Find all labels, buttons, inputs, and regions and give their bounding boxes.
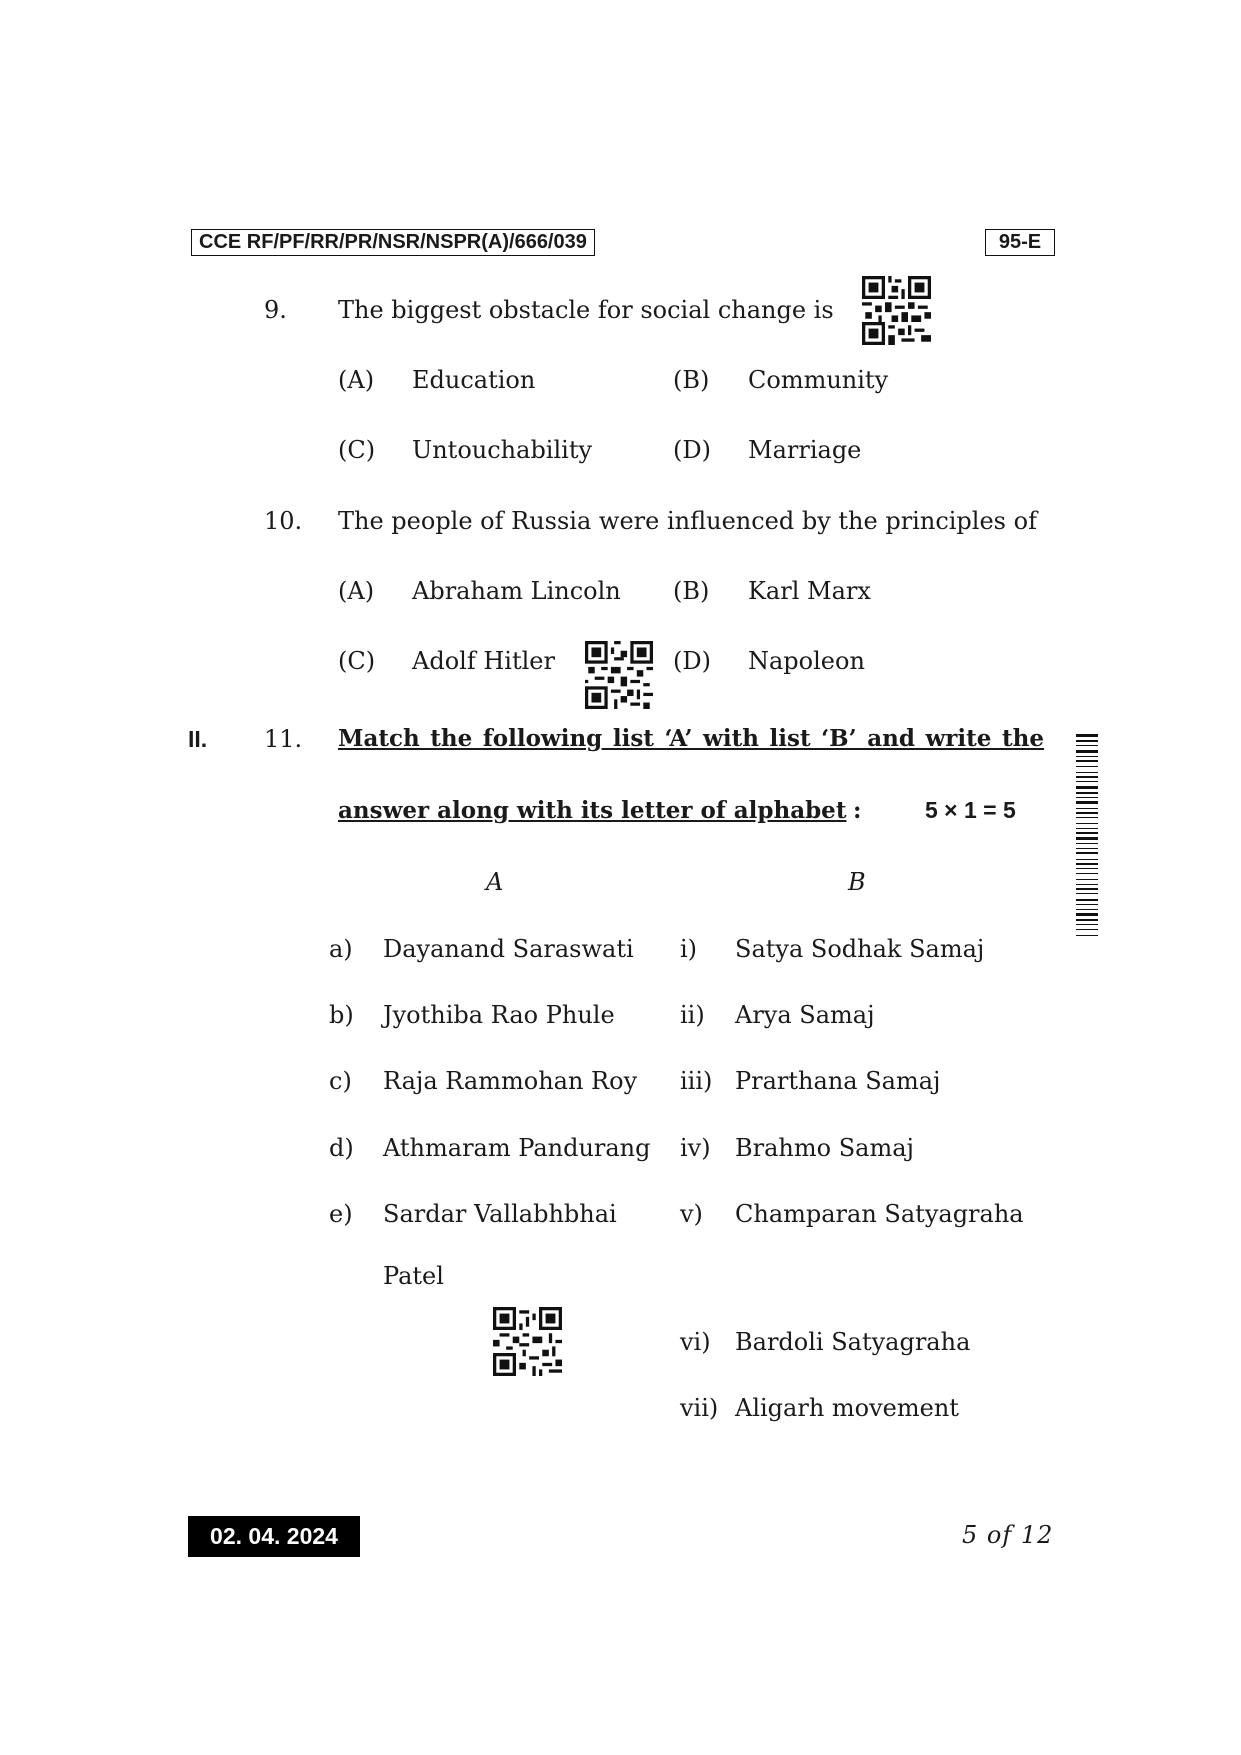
list-b-item: Satya Sodhak Samaj <box>735 935 985 963</box>
list-a-key: e) <box>329 1200 353 1228</box>
list-a-item-continued: Patel <box>383 1262 444 1290</box>
list-b-item: Champaran Satyagraha <box>735 1200 1024 1228</box>
list-b-item: Bardoli Satyagraha <box>735 1328 971 1356</box>
qr-code-icon <box>585 641 653 709</box>
question-text: Match the following list ‘A’ with list ‘B’ and write the <box>338 725 1044 752</box>
list-a-item: Sardar Vallabhbhai <box>383 1200 617 1228</box>
list-b-key: i) <box>680 935 698 963</box>
section-number: II. <box>188 726 208 752</box>
column-b-heading: B <box>848 868 866 896</box>
marks: 5 × 1 = 5 <box>925 797 1016 823</box>
question-number: 9. <box>264 296 287 324</box>
column-a-heading: A <box>486 868 504 896</box>
list-b-key: iii) <box>680 1067 713 1095</box>
list-a-item: Athmaram Pandurang <box>383 1134 651 1162</box>
list-b-key: vi) <box>680 1328 711 1356</box>
question-text: The biggest obstacle for social change is <box>338 296 834 324</box>
option-key: (C) <box>338 647 376 675</box>
paper-code: CCE RF/PF/RR/PR/NSR/NSPR(A)/666/039 <box>191 229 595 256</box>
list-b-key: ii) <box>680 1001 705 1029</box>
question-text-continued: answer along with its letter of alphabet <box>338 797 847 824</box>
option-label: Abraham Lincoln <box>412 577 621 605</box>
list-a-key: a) <box>329 935 353 963</box>
barcode-icon <box>1076 734 1098 998</box>
list-a-item: Raja Rammohan Roy <box>383 1067 638 1095</box>
qr-code-icon <box>862 276 931 345</box>
option-key: (B) <box>673 366 710 394</box>
list-b-key: iv) <box>680 1134 711 1162</box>
list-b-item: Brahmo Samaj <box>735 1134 914 1162</box>
option-key: (A) <box>338 577 375 605</box>
option-label: Adolf Hitler <box>412 647 555 675</box>
option-key: (D) <box>673 647 711 675</box>
option-key: (D) <box>673 436 711 464</box>
option-label: Karl Marx <box>748 577 871 605</box>
option-label: Community <box>748 366 889 394</box>
exam-date: 02. 04. 2024 <box>188 1516 360 1557</box>
list-b-item: Aligarh movement <box>735 1394 959 1422</box>
list-a-item: Jyothiba Rao Phule <box>383 1001 615 1029</box>
option-label: Marriage <box>748 436 862 464</box>
list-a-key: c) <box>329 1067 352 1095</box>
list-b-key: v) <box>680 1200 703 1228</box>
list-a-item: Dayanand Saraswati <box>383 935 634 963</box>
list-b-item: Prarthana Samaj <box>735 1067 941 1095</box>
option-key: (B) <box>673 577 710 605</box>
qr-code-icon <box>493 1307 562 1376</box>
option-key: (A) <box>338 366 375 394</box>
page-number: 5 of 12 <box>962 1521 1054 1549</box>
list-a-key: d) <box>329 1134 354 1162</box>
question-text: The people of Russia were influenced by the principles of <box>338 507 1037 535</box>
list-a-key: b) <box>329 1001 354 1029</box>
list-b-key: vii) <box>680 1394 719 1422</box>
option-label: Napoleon <box>748 647 865 675</box>
option-label: Untouchability <box>412 436 593 464</box>
list-b-item: Arya Samaj <box>735 1001 875 1029</box>
option-label: Education <box>412 366 536 394</box>
paper-set: 95-E <box>985 229 1055 256</box>
question-number: 11. <box>264 725 303 753</box>
option-key: (C) <box>338 436 376 464</box>
question-number: 10. <box>264 507 303 535</box>
colon: : <box>853 797 862 824</box>
